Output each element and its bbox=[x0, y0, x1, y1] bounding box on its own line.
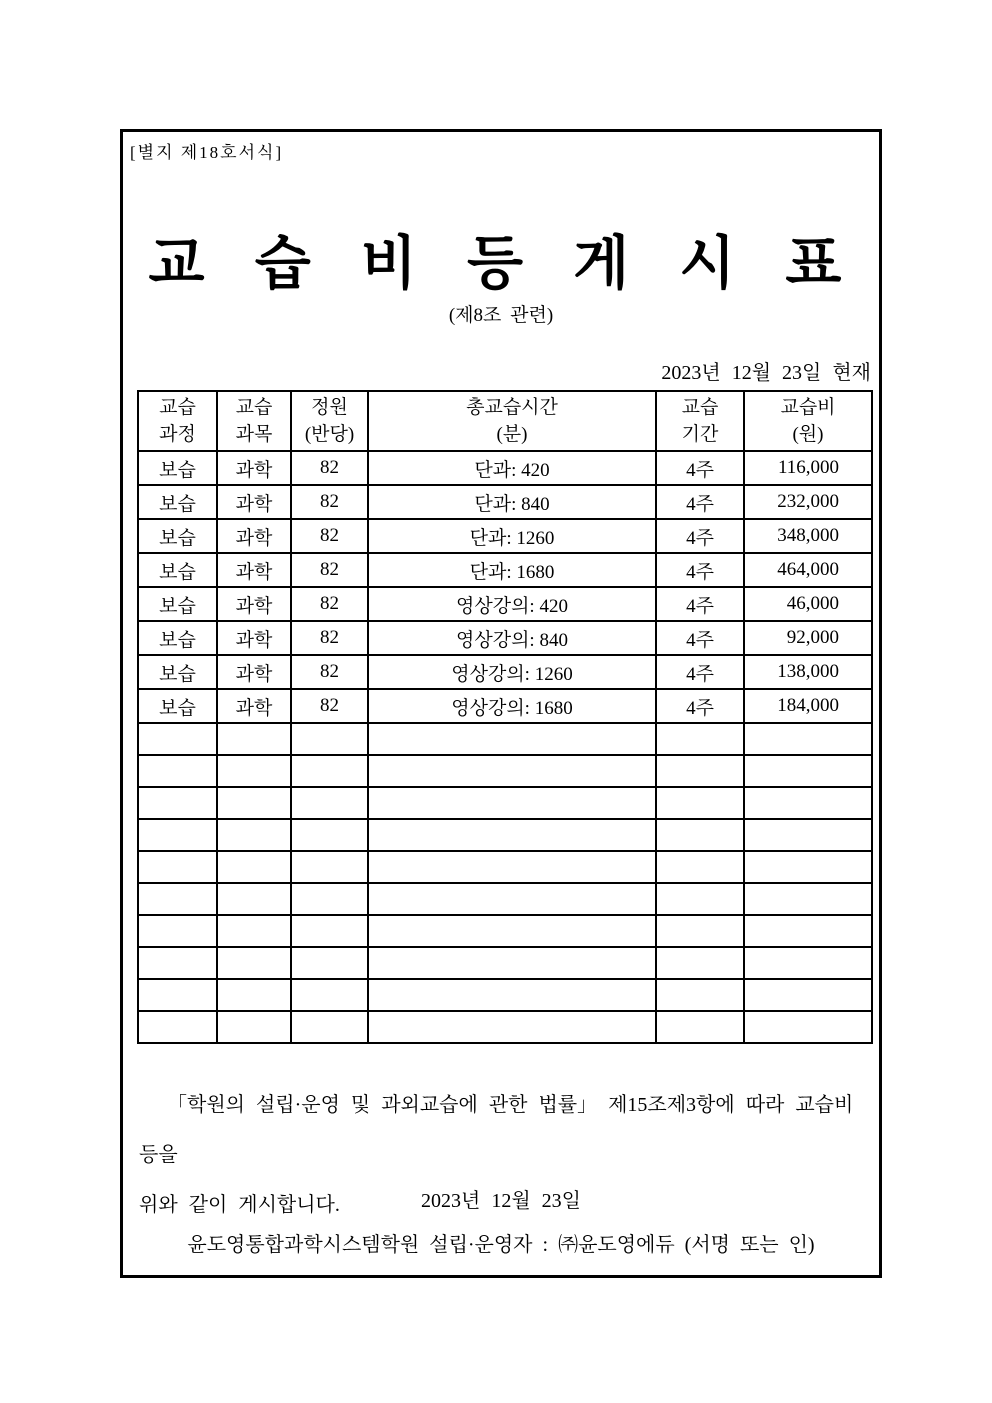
table-cell bbox=[291, 787, 368, 819]
table-cell: 82 bbox=[291, 553, 368, 587]
form-border-box bbox=[120, 129, 882, 1278]
table-row-empty bbox=[138, 1011, 872, 1043]
header-row bbox=[138, 391, 872, 451]
table-cell bbox=[217, 787, 291, 819]
table-cell: 과학 bbox=[217, 689, 291, 723]
table-cell: 4주 bbox=[656, 485, 744, 519]
table-cell bbox=[217, 947, 291, 979]
signature-line: 윤도영통합과학시스템학원 설립·운영자 : ㈜윤도영에듀 (서명 또는 인) bbox=[187, 1234, 815, 1256]
header-text: (분) bbox=[496, 424, 528, 445]
table-row bbox=[138, 655, 872, 689]
table-cell bbox=[291, 723, 368, 755]
table-cell bbox=[656, 755, 744, 787]
table-row bbox=[138, 553, 872, 587]
table-row-empty bbox=[138, 787, 872, 819]
table-cell: 4주 bbox=[656, 587, 744, 621]
table-cell: 단과: 840 bbox=[368, 485, 656, 519]
table-cell bbox=[217, 819, 291, 851]
table-cell bbox=[291, 1011, 368, 1043]
table-cell bbox=[217, 883, 291, 915]
table-cell bbox=[368, 979, 656, 1011]
table-row bbox=[138, 621, 872, 655]
header-text: 교습 bbox=[235, 397, 273, 418]
header-text: 정원 bbox=[311, 397, 348, 418]
table-row-empty bbox=[138, 915, 872, 947]
table-cell: 보습 bbox=[138, 485, 217, 519]
header-capacity bbox=[291, 391, 368, 451]
table-cell: 영상강의: 1680 bbox=[368, 689, 656, 723]
table-cell: 82 bbox=[291, 519, 368, 553]
legal-statement-line2: 위와 같이 게시합니다. bbox=[139, 1194, 340, 1216]
table-cell bbox=[656, 819, 744, 851]
table-cell bbox=[744, 1011, 872, 1043]
table-cell: 보습 bbox=[138, 519, 217, 553]
table-cell: 과학 bbox=[217, 621, 291, 655]
table-cell: 4주 bbox=[656, 553, 744, 587]
table-cell: 보습 bbox=[138, 689, 217, 723]
header-total-hours bbox=[368, 391, 656, 451]
header-text: (원) bbox=[792, 424, 824, 445]
table-cell: 단과: 1680 bbox=[368, 553, 656, 587]
table-cell bbox=[656, 883, 744, 915]
table-cell bbox=[744, 787, 872, 819]
table-row-empty bbox=[138, 755, 872, 787]
table-cell: 4주 bbox=[656, 621, 744, 655]
table-cell bbox=[138, 755, 217, 787]
table-cell: 92,000 bbox=[744, 621, 872, 655]
table-cell bbox=[138, 883, 217, 915]
table-cell bbox=[368, 851, 656, 883]
header-text: 교습비 bbox=[780, 397, 836, 418]
table-cell bbox=[291, 819, 368, 851]
table-cell: 보습 bbox=[138, 621, 217, 655]
fee-table-header bbox=[138, 391, 872, 451]
table-cell: 영상강의: 420 bbox=[368, 587, 656, 621]
table-cell bbox=[291, 947, 368, 979]
page-subtitle: (제8조 관련) bbox=[448, 305, 554, 326]
table-cell: 과학 bbox=[217, 485, 291, 519]
table-cell: 4주 bbox=[656, 655, 744, 689]
table-row bbox=[138, 689, 872, 723]
table-row bbox=[138, 485, 872, 519]
table-cell: 보습 bbox=[138, 655, 217, 689]
table-cell: 46,000 bbox=[744, 587, 872, 621]
table-row bbox=[138, 519, 872, 553]
table-cell bbox=[656, 723, 744, 755]
table-cell: 영상강의: 840 bbox=[368, 621, 656, 655]
table-cell bbox=[368, 787, 656, 819]
table-cell: 과학 bbox=[217, 451, 291, 485]
table-cell bbox=[217, 723, 291, 755]
fee-table bbox=[137, 390, 873, 1044]
header-text: (반당) bbox=[304, 424, 355, 445]
table-cell bbox=[656, 1011, 744, 1043]
header-subject bbox=[217, 391, 291, 451]
table-cell bbox=[368, 947, 656, 979]
table-cell bbox=[138, 915, 217, 947]
table-cell bbox=[291, 851, 368, 883]
table-cell bbox=[291, 755, 368, 787]
table-cell bbox=[656, 979, 744, 1011]
table-cell: 82 bbox=[291, 485, 368, 519]
header-course-process bbox=[138, 391, 217, 451]
table-cell bbox=[656, 947, 744, 979]
table-cell: 단과: 1260 bbox=[368, 519, 656, 553]
table-row-empty bbox=[138, 979, 872, 1011]
header-text: 과목 bbox=[235, 424, 273, 445]
table-cell bbox=[368, 1011, 656, 1043]
table-cell bbox=[291, 979, 368, 1011]
table-cell: 과학 bbox=[217, 553, 291, 587]
table-cell: 과학 bbox=[217, 655, 291, 689]
table-cell bbox=[291, 915, 368, 947]
header-text: 총교습시간 bbox=[466, 397, 558, 418]
table-cell bbox=[138, 851, 217, 883]
table-cell: 82 bbox=[291, 621, 368, 655]
table-cell: 보습 bbox=[138, 587, 217, 621]
table-cell bbox=[138, 947, 217, 979]
table-cell bbox=[217, 755, 291, 787]
table-cell bbox=[368, 883, 656, 915]
table-cell: 4주 bbox=[656, 451, 744, 485]
header-text: 과정 bbox=[159, 424, 196, 445]
table-cell: 348,000 bbox=[744, 519, 872, 553]
table-cell bbox=[656, 915, 744, 947]
table-cell: 영상강의: 1260 bbox=[368, 655, 656, 689]
table-cell bbox=[744, 755, 872, 787]
table-cell bbox=[368, 723, 656, 755]
table-cell: 과학 bbox=[217, 587, 291, 621]
table-cell bbox=[138, 819, 217, 851]
table-cell: 보습 bbox=[138, 451, 217, 485]
table-cell: 4주 bbox=[656, 689, 744, 723]
table-row-empty bbox=[138, 851, 872, 883]
table-cell bbox=[656, 787, 744, 819]
table-cell bbox=[138, 787, 217, 819]
table-cell bbox=[217, 851, 291, 883]
form-label: [별지 제18호서식] bbox=[130, 143, 284, 162]
table-cell bbox=[138, 1011, 217, 1043]
table-cell bbox=[138, 723, 217, 755]
table-cell bbox=[368, 915, 656, 947]
as-of-date: 2023년 12월 23일 현재 bbox=[661, 362, 871, 384]
table-cell: 4주 bbox=[656, 519, 744, 553]
table-cell bbox=[368, 819, 656, 851]
table-cell: 82 bbox=[291, 655, 368, 689]
table-cell bbox=[744, 851, 872, 883]
table-cell: 138,000 bbox=[744, 655, 872, 689]
table-cell bbox=[744, 819, 872, 851]
closing-date: 2023년 12월 23일 bbox=[421, 1190, 581, 1212]
table-cell: 464,000 bbox=[744, 553, 872, 587]
table-row-empty bbox=[138, 947, 872, 979]
table-row bbox=[138, 587, 872, 621]
table-cell: 82 bbox=[291, 451, 368, 485]
table-cell bbox=[217, 979, 291, 1011]
table-cell bbox=[217, 915, 291, 947]
table-cell: 82 bbox=[291, 587, 368, 621]
table-row-empty bbox=[138, 723, 872, 755]
table-cell bbox=[217, 1011, 291, 1043]
header-text: 교습 bbox=[681, 397, 719, 418]
header-period bbox=[656, 391, 744, 451]
table-row bbox=[138, 451, 872, 485]
table-cell: 단과: 420 bbox=[368, 451, 656, 485]
header-fee bbox=[744, 391, 872, 451]
table-cell: 보습 bbox=[138, 553, 217, 587]
table-cell: 116,000 bbox=[744, 451, 872, 485]
header-text: 교습 bbox=[159, 397, 196, 418]
table-cell bbox=[744, 915, 872, 947]
table-cell: 82 bbox=[291, 689, 368, 723]
table-cell: 184,000 bbox=[744, 689, 872, 723]
table-row-empty bbox=[138, 819, 872, 851]
table-cell bbox=[744, 883, 872, 915]
table-cell: 232,000 bbox=[744, 485, 872, 519]
table-cell bbox=[744, 947, 872, 979]
table-cell bbox=[368, 755, 656, 787]
table-cell bbox=[656, 851, 744, 883]
header-text: 기간 bbox=[681, 424, 719, 445]
table-cell bbox=[744, 979, 872, 1011]
fee-table-body bbox=[138, 451, 872, 1043]
table-cell bbox=[744, 723, 872, 755]
table-cell bbox=[291, 883, 368, 915]
legal-statement-line1: 「학원의 설립·운영 및 과외교습에 관한 법률」 제15조제3항에 따라 교습비등을 bbox=[139, 1094, 854, 1166]
table-cell bbox=[138, 979, 217, 1011]
table-row-empty bbox=[138, 883, 872, 915]
page-title: 교 습 비 등 게 시 표 bbox=[148, 231, 854, 296]
table-cell: 과학 bbox=[217, 519, 291, 553]
